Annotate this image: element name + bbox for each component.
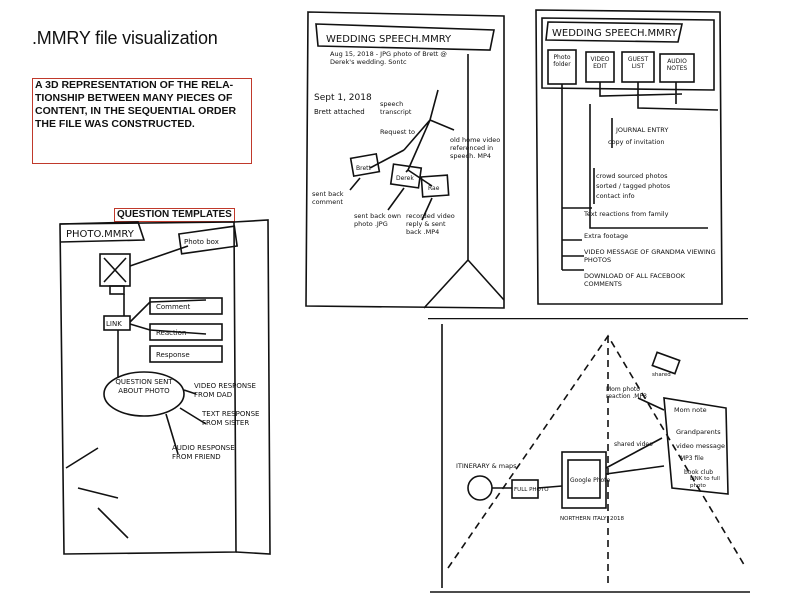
date-label: Sept 1, 2018 bbox=[314, 93, 372, 103]
grandparents-label: Grandparents bbox=[676, 428, 721, 436]
shared-video-label: shared video bbox=[614, 441, 653, 448]
itinerary-label: ITINERARY & maps bbox=[456, 462, 517, 470]
request-to-label: Request to bbox=[380, 128, 415, 136]
book-club-label: book club bbox=[684, 469, 714, 476]
old-home-video-label: old home video referenced in speech. MP4 bbox=[450, 136, 501, 160]
node-rae: Rae bbox=[428, 185, 440, 192]
mom-reaction-label: Mom photo reaction .MP3 bbox=[606, 386, 647, 400]
journal-entry-label: JOURNAL ENTRY bbox=[616, 126, 669, 134]
response-label: Response bbox=[156, 351, 190, 359]
perspective-sketch bbox=[428, 318, 752, 596]
sent-back-photo-label: sent back own photo .JPG bbox=[354, 212, 402, 228]
photo-mmry-sketch bbox=[58, 218, 274, 556]
tab-guest-list: GUEST LIST bbox=[627, 56, 649, 70]
tab-video-edit: VIDEO EDIT bbox=[590, 56, 610, 70]
question-bubble: QUESTION SENT ABOUT PHOTO bbox=[115, 378, 173, 395]
download-comments-label: DOWNLOAD OF ALL FACEBOOK COMMENTS bbox=[584, 272, 685, 288]
link-full-photo-label: LINK to full photo bbox=[690, 476, 720, 489]
google-photo-label: Google Photo bbox=[570, 477, 611, 484]
audio-response-label: AUDIO RESPONSE FROM FRIEND bbox=[172, 444, 235, 461]
shared-label: shared bbox=[652, 372, 671, 378]
crowd-sourced-label: crowd sourced photos bbox=[596, 172, 668, 180]
full-photo-label: FULL PHOTO bbox=[514, 487, 549, 493]
wedding-list-header: WEDDING SPEECH.MMRY bbox=[552, 28, 678, 39]
photo-box-label: Photo box bbox=[184, 238, 219, 246]
video-message-label: VIDEO MESSAGE OF GRANDMA VIEWING PHOTOS bbox=[584, 248, 716, 264]
note-top: Aug 15, 2018 - JPG photo of Brett @ Derek's wedding. Sontc bbox=[330, 50, 447, 66]
speech-transcript-label: speech transcript bbox=[380, 100, 412, 116]
reaction-label: Reaction bbox=[156, 329, 187, 337]
tab-audio-notes: AUDIO NOTES bbox=[666, 58, 688, 72]
node-derek: Derek bbox=[396, 175, 414, 182]
sorted-tagged-label: sorted / tagged photos bbox=[596, 182, 671, 190]
tab-photo-folder: Photo folder bbox=[553, 54, 571, 68]
link-label: LINK bbox=[106, 320, 122, 328]
sent-back-comment-label: sent back comment bbox=[312, 190, 344, 206]
audio-file-label: MP3 file bbox=[680, 455, 704, 462]
brett-attached-label: Brett attached bbox=[314, 108, 365, 116]
video-message-label: video message bbox=[676, 442, 726, 450]
recorded-video-label: recorded video reply & sent back .MP4 bbox=[406, 212, 455, 236]
text-response-label: TEXT RESPONSE FROM SISTER bbox=[202, 410, 260, 427]
photo-sketch-header: PHOTO.MMRY bbox=[66, 229, 134, 240]
location-label: NORTHERN ITALY, 2018 bbox=[560, 516, 625, 522]
extra-footage-label: Extra footage bbox=[584, 232, 629, 240]
wedding-tree-header: WEDDING SPEECH.MMRY bbox=[326, 34, 452, 45]
wedding-list-sketch bbox=[532, 8, 728, 308]
text-reactions-label: Text reactions from family bbox=[584, 210, 669, 218]
copy-invitation-label: copy of invitation bbox=[608, 138, 665, 146]
node-brett: Brett bbox=[356, 165, 371, 172]
mom-note-label: Mom note bbox=[674, 406, 707, 414]
description-box: A 3D REPRESENTATION OF THE RELA-TIONSHIP BETWEEN MANY PIECES OF CONTENT, IN THE SEQUENTIAL ORDER THE FILE WAS CONSTRUCTED. bbox=[32, 78, 252, 164]
question-templates-label: QUESTION TEMPLATES bbox=[114, 208, 235, 222]
comment-label: Comment bbox=[156, 303, 191, 311]
contact-info-label: contact info bbox=[596, 192, 635, 200]
wedding-tree-sketch bbox=[304, 10, 510, 312]
page-title: .MMRY file visualization bbox=[32, 28, 218, 48]
video-response-label: VIDEO RESPONSE FROM DAD bbox=[194, 382, 256, 399]
